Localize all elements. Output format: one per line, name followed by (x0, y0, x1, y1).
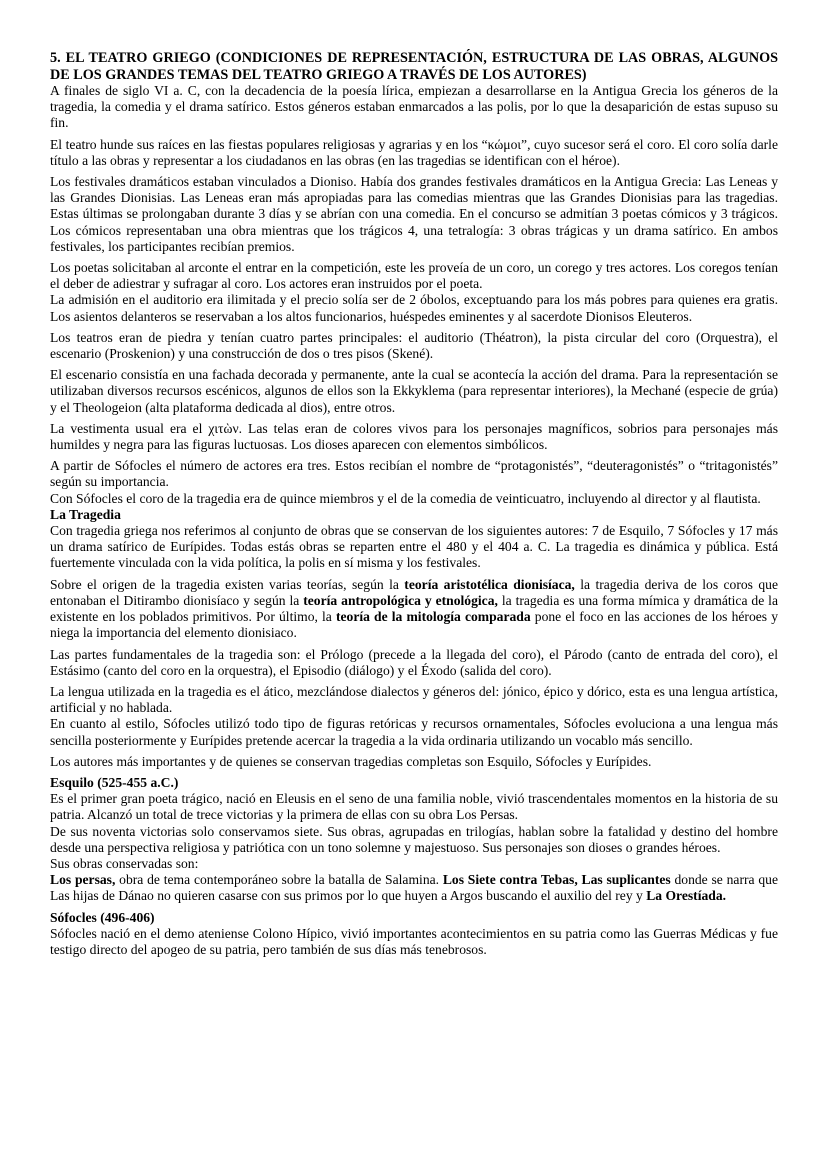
bold-text: Los Siete contra Tebas, Las suplicantes (442, 872, 671, 888)
paragraph (50, 367, 778, 416)
text: Los poetas solicitaban al arconte el entrar en la competición, este les proveía de un coro, un corego y tres actores. Los coregos tenían el deber de adiestrar y sufragar al coro. Los actores eran instruidos por el poeta. (50, 260, 778, 292)
paragraph (50, 83, 778, 132)
section-heading (50, 775, 778, 791)
bold-text: Esquilo (525-455 a.C.) (50, 774, 179, 790)
text: donde se narra que Las hijas de Dánao no quieren casarse con sus primos por lo que huyen a Argos buscando el auxilio del rey y (50, 872, 778, 904)
text: la tragedia es una forma mímica y dramática de la existente en los poblados primitivos. Por último, la (50, 592, 778, 625)
text: Es el primer gran poeta trágico, nació en Eleusis en el seno de una familia noble, vivió trascendentales momentos en la historia de su patria. Alcanzó un total de trece victorias y la primera de ellas con su obra Los Persas. (50, 791, 778, 823)
bold-text: Sófocles (496-406) (50, 909, 155, 925)
document-body (50, 83, 778, 958)
paragraph (50, 824, 778, 856)
text: Los autores más importantes y de quienes se conservan tragedias completas son Esquilo, Sófocles y Eurípides. (50, 753, 652, 769)
text: Sus obras conservadas son: (50, 855, 199, 871)
paragraph (50, 716, 778, 748)
paragraph (50, 137, 778, 169)
text: la tragedia deriva de los coros que entonaban el Ditirambo dionisíaco y según la (50, 576, 778, 608)
text: En cuanto al estilo, Sófocles utilizó todo tipo de figuras retóricas y recursos ornamentales, Sófocles evoluciona a una lengua más sencilla posteriormente y Eurípides pretende acercar la tragedia a la vida ordinaria utilizando un vocablo más sencillo. (50, 716, 778, 748)
bold-text: La Orestíada. (646, 888, 727, 904)
paragraph (50, 684, 778, 716)
text: A partir de Sófocles el número de actores era tres. Estos recibían el nombre de “protagonistés”, “deuteragonistés” o “tritagonistés” según su importancia. (50, 458, 778, 490)
paragraph-block (50, 754, 778, 770)
text: La lengua utilizada en la tragedia es el ático, mezclándose dialectos y géneros del: jónico, épico y dórico, esta es una lengua artística, artificial y no hablada. (50, 683, 778, 716)
section-heading (50, 507, 778, 523)
section-heading (50, 910, 778, 926)
paragraph-block (50, 458, 778, 571)
text: Los teatros eran de piedra y tenían cuatro partes principales: el auditorio (Théatron), la pista circular del coro (Orquestra), el escenario (Proskenion) y una construcción de dos o tres pisos (Skené). (50, 329, 778, 362)
paragraph (50, 872, 778, 904)
paragraph-block (50, 775, 778, 905)
paragraph-block (50, 684, 778, 749)
bold-text: teoría antropológica y etnológica, (303, 592, 498, 608)
text: Con Sófocles el coro de la tragedia era de quince miembros y el de la comedia de veinticuatro, incluyendo al director y al flautista. (50, 490, 761, 506)
paragraph-block (50, 83, 778, 132)
text: De sus noventa victorias solo conservamos siete. Sus obras, agrupadas en trilogías, hablan sobre la fatalidad y destino del hombre desde una perspectiva religiosa y patriótica con un tono solemne y majestuoso. Sus personajes son dioses o grandes héroes. (50, 823, 778, 855)
paragraph-block (50, 174, 778, 255)
text: obra de tema contemporáneo sobre la batalla de Salamina. (115, 872, 443, 888)
text: El teatro hunde sus raíces en las fiestas populares religiosas y agrarias y en los “κώμοι”, cuyo sucesor será el coro. El coro solía darle título a las obras y representar a los ciudadanos en las obras (en las tragedias se identifican con el héroe). (50, 136, 778, 168)
bold-text: La Tragedia (50, 506, 121, 522)
text: La vestimenta usual era el χιτὼν. Las telas eran de colores vivos para los personajes magníficos, sobrios para personajes más humildes y negra para las figuras luctuosas. Los dioses aparecen con elementos simbólicos. (50, 420, 778, 453)
paragraph (50, 421, 778, 453)
paragraph-block (50, 577, 778, 642)
document-page (50, 50, 778, 963)
paragraph-block (50, 910, 778, 959)
paragraph (50, 577, 778, 642)
bold-text: Los persas, (50, 872, 116, 888)
section-title: 5. EL TEATRO GRIEGO (CONDICIONES DE REPRESENTACIÓN, ESTRUCTURA DE LAS OBRAS, ALGUNOS DE LOS GRANDES TEMAS DEL TEATRO GRIEGO A TRAVÉS DE LOS AUTORES) (50, 50, 778, 83)
paragraph-block (50, 330, 778, 362)
paragraph (50, 292, 778, 324)
text: A finales de siglo VI a. C, con la decadencia de la poesía lírica, empiezan a desarrollarse en la Antigua Grecia los géneros de la tragedia, la comedia y el drama satírico. Estos géneros estaban enmarcados a las polis, por lo que la desaparición de estas supuso su fin. (50, 83, 778, 131)
paragraph (50, 174, 778, 255)
text: Las partes fundamentales de la tragedia son: el Prólogo (precede a la llegada del coro), el Párodo (canto de entrada del coro), el Estásimo (canto del coro en la orquestra), el Episodio (diálogo) y el Éxodo (salida del coro). (50, 646, 778, 678)
paragraph (50, 523, 778, 572)
text: El escenario consistía en una fachada decorada y permanente, ante la cual se acontecía la acción del drama. Para la representación se utilizaban diversos recursos escénicos, algunos de ellos son la Ekkyklema (para representar interiores), la Mechané (especie de grúa) y el Theologeion (alta plataforma dedicada al dios), entre otros. (50, 367, 778, 415)
text: Los festivales dramáticos estaban vinculados a Dioniso. Había dos grandes festivales dramáticos en la Antigua Grecia: Las Leneas y las Grandes Dionisias. Las Leneas eran más apropiadas para las comedias mientras que las Grandes Dionisias para las tragedias. Estas últimas se prolongaban durante 3 días y se abrían con una comedia. En el concurso se admitían 3 poetas cómicos y 3 trágicos. Los cómicos representaban una obra mientras que los trágicos 4, una tetralogía: 3 obras trágicas y un drama satírico. En ambos festivales, los participantes recibían premios. (50, 174, 778, 254)
paragraph-block (50, 421, 778, 453)
paragraph (50, 458, 778, 490)
paragraph (50, 754, 778, 770)
paragraph-block (50, 647, 778, 679)
paragraph (50, 926, 778, 958)
text: Con tragedia griega nos referimos al conjunto de obras que se conservan de los siguientes autores: 7 de Esquilo, 7 Sófocles y 17 más un drama satírico de Eurípides. Todas estás obras se reparten entre el 480 y el 404 a. C. La tragedia es dinámica y pública. Está fuertemente vinculada con la vida política, la polis en sí misma y los festivales. (50, 523, 778, 571)
text: pone el foco en las acciones de los héroes y niega la importancia del elemento dionisiaco. (50, 609, 778, 641)
paragraph (50, 491, 778, 507)
paragraph (50, 791, 778, 823)
bold-text: teoría aristotélica dionisíaca, (404, 576, 575, 592)
paragraph-block (50, 137, 778, 169)
paragraph (50, 647, 778, 679)
text: Sobre el origen de la tragedia existen varias teorías, según la (50, 576, 405, 592)
paragraph (50, 260, 778, 292)
paragraph (50, 330, 778, 362)
paragraph (50, 856, 778, 872)
text: La admisión en el auditorio era ilimitada y el precio solía ser de 2 óbolos, exceptuando para los más pobres para quienes era gratis. Los asientos delanteros se reservaban a los altos funcionarios, huéspedes eminentes y al sacerdote Dionisos Eleuteros. (50, 292, 778, 324)
bold-text: teoría de la mitología comparada (335, 609, 531, 625)
paragraph-block (50, 367, 778, 416)
text: Sófocles nació en el demo ateniense Colono Hípico, vivió importantes acontecimientos en su patria como las Guerras Médicas y fue testigo directo del apogeo de su patria, pero también de sus días más tenebrosos. (50, 925, 778, 957)
paragraph-block (50, 260, 778, 325)
